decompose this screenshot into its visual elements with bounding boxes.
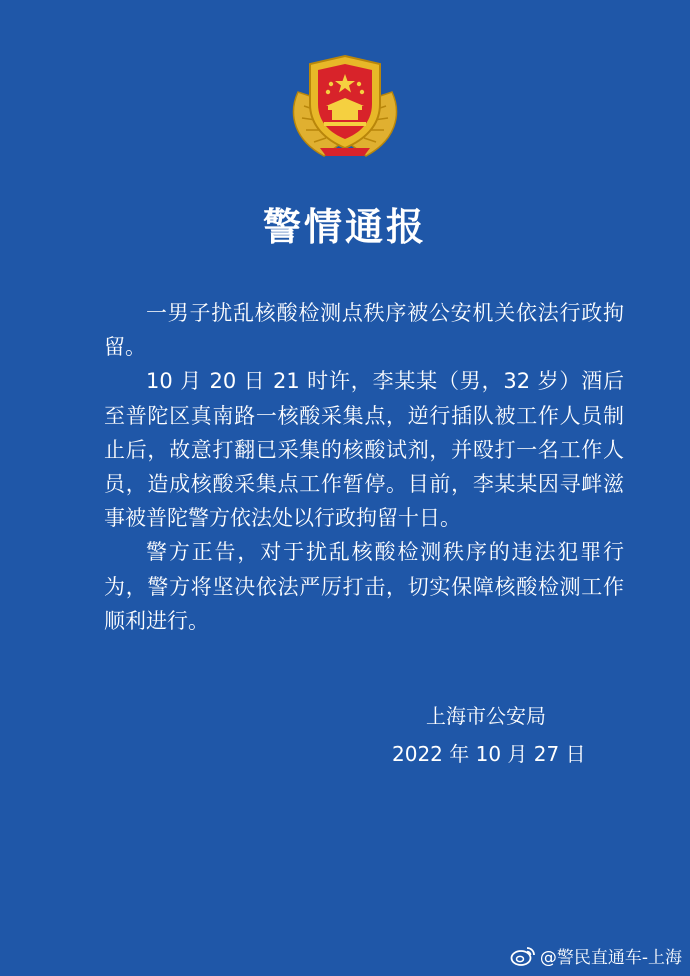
notice-title: 警情通报 [262,205,427,249]
paragraph-incident: 10 月 20 日 21 时许，李某某（男，32 岁）酒后至普陀区真南路一核酸采集点，逆行插队被工作人员制止后，故意打翻已采集的核酸试剂，并殴打一名工作人员，造成核酸采集点工作暂停。目前，李某某因寻衅滋事被普陀警方依法处以行政拘留十日。 [104,369,624,531]
paragraph-headline: 一男子扰乱核酸检测点秩序被公安机关依法行政拘留。 [104,301,624,360]
notice-body [104,296,624,638]
signature-date: 2022 年 10 月 27 日 [392,742,586,766]
weibo-watermark [510,943,682,968]
weibo-icon [510,945,536,967]
police-emblem-icon [284,52,406,162]
signature-organization: 上海市公安局 [426,704,546,728]
watermark-text: @警民直通车-上海 [539,948,682,968]
paragraph-warning: 警方正告，对于扰乱核酸检测秩序的违法犯罪行为，警方将坚决依法严厉打击，切实保障核酸检测工作顺利进行。 [104,540,624,633]
